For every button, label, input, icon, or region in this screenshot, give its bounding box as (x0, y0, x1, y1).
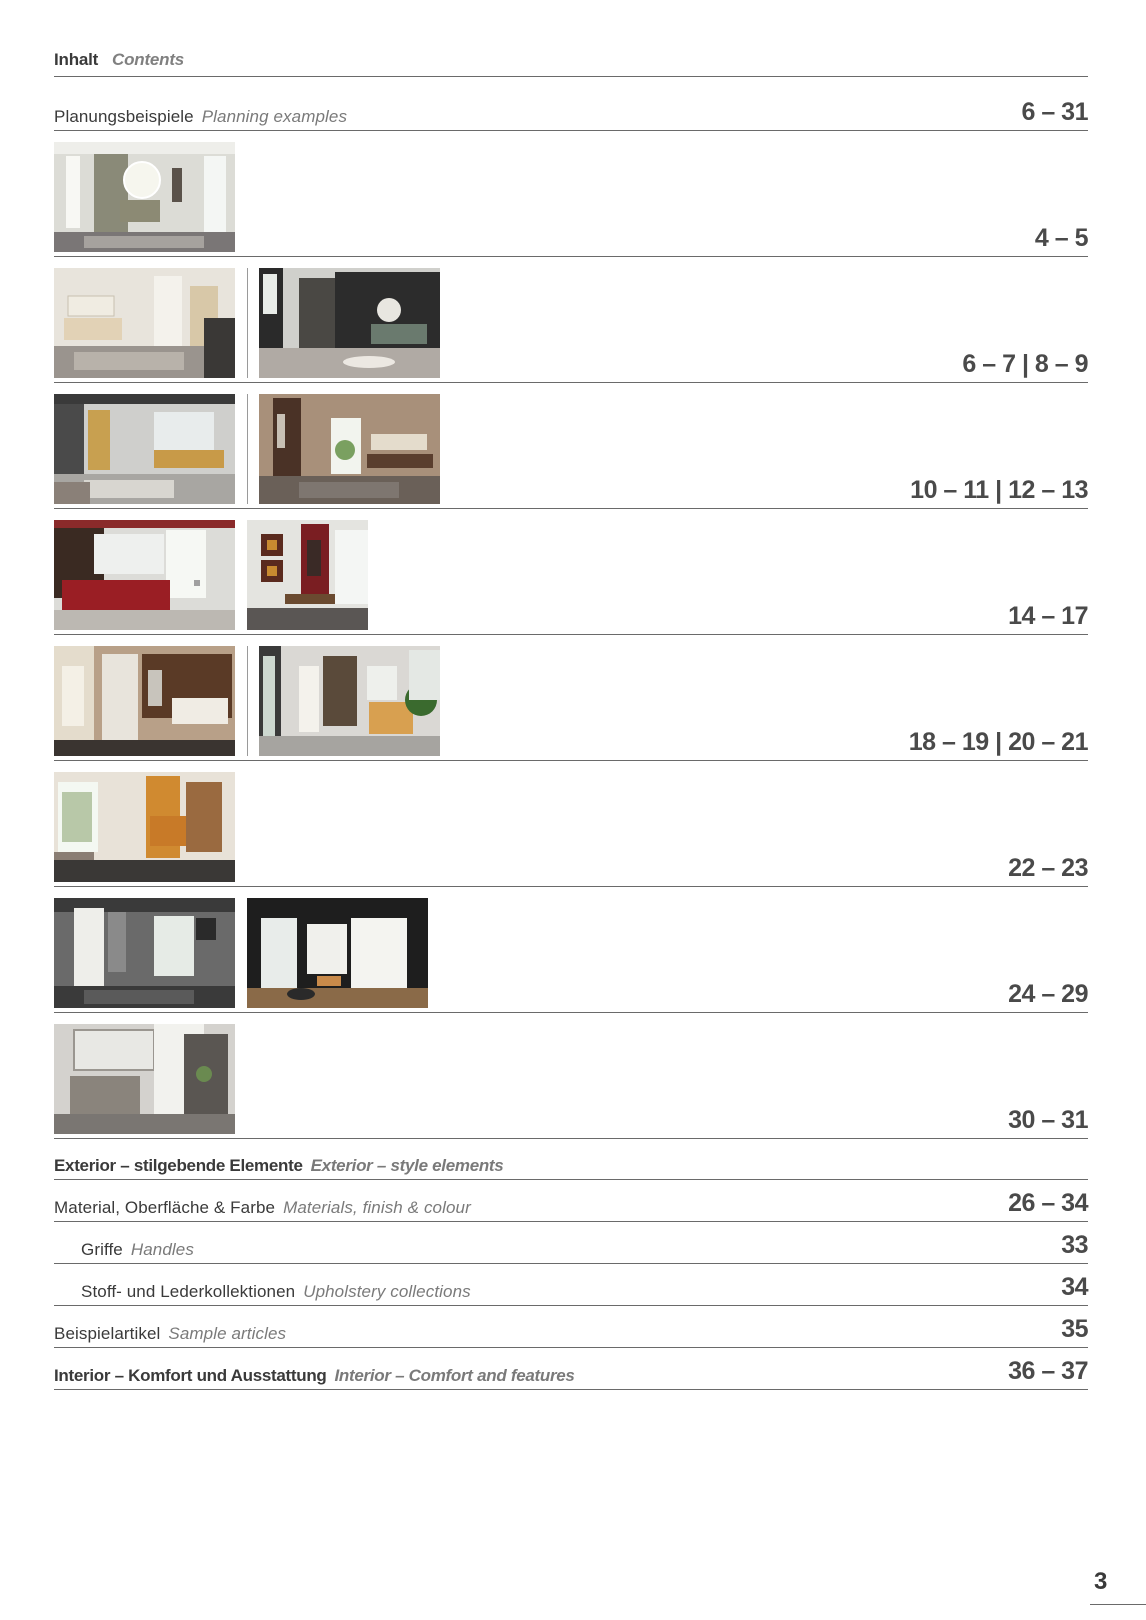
toc-label-de: Griffe (81, 1240, 123, 1259)
toc-label-en: Upholstery collections (303, 1282, 471, 1301)
example-row-8[interactable] (54, 1013, 1088, 1139)
toc-label-de: Planungsbeispiele (54, 107, 194, 126)
toc-entry-label (54, 107, 347, 127)
example-row-2[interactable] (54, 257, 1088, 383)
example-row-7[interactable] (54, 887, 1088, 1013)
example-row-3[interactable] (54, 383, 1088, 509)
example-pages: 14 – 17 (1008, 602, 1088, 630)
toc-entry-interior[interactable] (54, 1349, 1088, 1390)
toc-entry-label (54, 1156, 503, 1176)
toc-entry-sample-articles[interactable] (54, 1307, 1088, 1348)
example-pages: 30 – 31 (1008, 1106, 1088, 1134)
hallway-round-mirror-photo (54, 142, 235, 252)
hallway-white-cabinet-photo (54, 898, 235, 1008)
example-row-1[interactable] (54, 131, 1088, 257)
contents-header (54, 48, 1088, 77)
page-number: 3 (1094, 1568, 1108, 1595)
thumbnail-separator (247, 394, 248, 504)
thumbnail-separator (247, 646, 248, 756)
example-pages: 4 – 5 (1034, 224, 1088, 252)
toc-label-de: Material, Oberfläche & Farbe (54, 1198, 276, 1217)
hallway-dark-green-photo (259, 268, 440, 378)
hallway-white-sideboard-photo (259, 646, 440, 756)
hallway-walnut-wardrobe-photo (54, 646, 235, 756)
toc-entry-handles[interactable] (54, 1223, 1088, 1264)
toc-entry-pages: 34 (1061, 1273, 1088, 1301)
toc-label-de: Beispielartikel (54, 1324, 161, 1343)
toc-entry-exterior[interactable] (54, 1139, 1088, 1180)
toc-label-en: Sample articles (168, 1324, 287, 1343)
hallway-red-sideboard-photo (54, 520, 235, 630)
toc-label-en: Exterior – style elements (310, 1156, 504, 1175)
example-pages: 24 – 29 (1008, 980, 1088, 1008)
toc-entry-label (54, 1198, 471, 1218)
toc-entry-label (54, 1366, 575, 1386)
toc-entry-materials[interactable] (54, 1181, 1088, 1222)
toc-label-de: Interior – Komfort und Ausstattung (54, 1366, 327, 1385)
toc-label-en: Interior – Comfort and features (334, 1366, 575, 1385)
toc-label-en: Handles (130, 1240, 194, 1259)
thumbnail-separator (247, 268, 248, 378)
example-row-5[interactable] (54, 635, 1088, 761)
toc-entry-pages: 35 (1061, 1315, 1088, 1343)
toc-entry-planning-examples[interactable] (54, 82, 1088, 131)
hallway-orange-wood-photo (54, 772, 235, 882)
header-title-de: Inhalt (54, 50, 99, 69)
toc-entry-pages: 6 – 31 (1021, 98, 1088, 126)
example-pages: 18 – 19 | 20 – 21 (908, 728, 1088, 756)
toc-entry-label (81, 1240, 194, 1260)
toc-label-de: Exterior – stilgebende Elemente (54, 1156, 303, 1175)
hallway-oak-sideboard-photo (54, 394, 235, 504)
hallway-white-corner-photo (247, 898, 428, 1008)
toc-entry-label (54, 1324, 286, 1344)
example-pages: 10 – 11 | 12 – 13 (910, 476, 1088, 504)
toc-entry-pages: 33 (1061, 1231, 1088, 1259)
toc-entry-pages: 26 – 34 (1008, 1189, 1088, 1217)
toc-label-en: Materials, finish & colour (283, 1198, 471, 1217)
example-row-4[interactable] (54, 509, 1088, 635)
hallway-taupe-sideboard-photo (54, 1024, 235, 1134)
hallway-dark-wood-photo (259, 394, 440, 504)
hallway-light-wood-photo (54, 268, 235, 378)
header-title-en: Contents (112, 50, 185, 69)
example-row-6[interactable] (54, 761, 1088, 887)
toc-entry-upholstery[interactable] (54, 1265, 1088, 1306)
toc-label-en: Planning examples (201, 107, 348, 126)
toc-label-de: Stoff- und Lederkollektionen (81, 1282, 296, 1301)
example-pages: 6 – 7 | 8 – 9 (962, 350, 1088, 378)
page-number-rule (1090, 1604, 1146, 1605)
toc-entry-pages: 36 – 37 (1008, 1357, 1088, 1385)
example-pages: 22 – 23 (1008, 854, 1088, 882)
toc-entry-label (81, 1282, 471, 1302)
hallway-red-wardrobe-photo (247, 520, 368, 630)
